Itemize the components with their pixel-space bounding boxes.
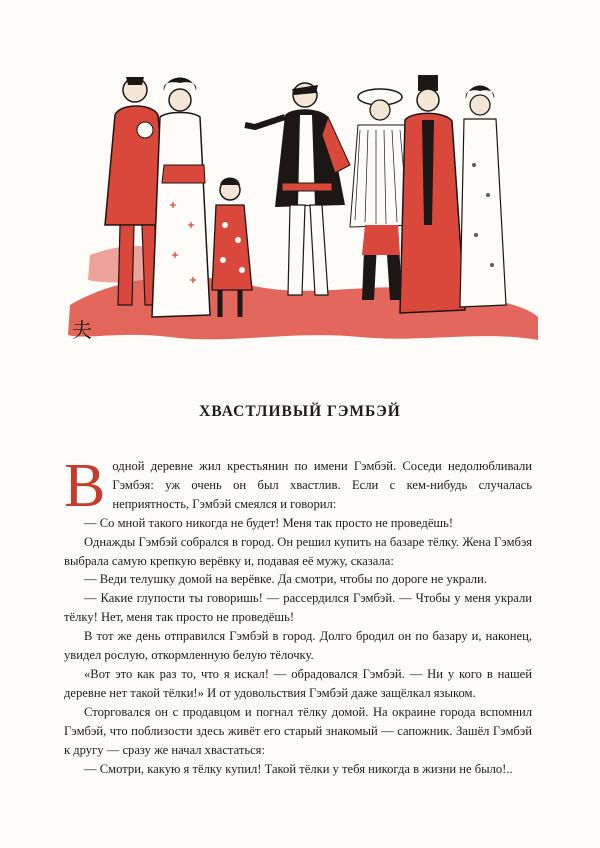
paragraph: «Вот это как раз то, что я искал! — обрадовался Гэмбэй. — Ни у кого в нашей деревне нет такой тёлки!» И от удовольствия Гэмбэй даже защёлкал языком. bbox=[64, 666, 532, 700]
paragraph: В тот же день отправился Гэмбэй в город. Долго бродил он по базару и, наконец, увидел рослую, откормленную белую тёлочку. bbox=[64, 629, 532, 663]
paragraph: Сторговался он с продавцом и погнал тёлку домой. На окраине города вспомнил Гэмбэй, что поблизости здесь живёт его старый знакомый — сапожник. Зашёл Гэмбэй к другу — сразу же начал хвастаться: bbox=[64, 704, 532, 757]
official-figure bbox=[400, 75, 465, 313]
paragraph: — Веди телушку домой на верёвке. Да смотри, чтобы по дороге не украли. bbox=[84, 572, 487, 587]
paragraph: Однажды Гэмбэй собрался в город. Он решил купить на базаре тёлку. Жена Гэмбэя выбрала самую крепкую верёвку и, подавая её мужу, сказала: bbox=[64, 534, 532, 568]
villagers-illustration bbox=[60, 55, 540, 355]
paragraph: — Смотри, какую я тёлку купил! Такой тёлки у тебя никогда в жизни не было!.. bbox=[84, 761, 513, 776]
story-text bbox=[64, 452, 532, 778]
paragraph: — Со мной такого никогда не будет! Меня так просто не проведёшь! bbox=[84, 515, 454, 530]
paragraph: В одной деревне жил крестьянин по имени Гэмбэй. Соседи недолюбливали Гэмбэя: уж очень он был хвастлив. Если с кем-нибудь случалась неприятность, Гэмбэй смеялся и говорил: bbox=[64, 452, 532, 520]
lady-figure bbox=[460, 86, 506, 308]
drop-cap: В bbox=[64, 452, 106, 520]
story-title: ХВАСТЛИВЫЙ ГЭМБЭЙ bbox=[199, 403, 401, 420]
paragraph: — Какие глупости ты говоришь! — рассердился Гэмбэй. — Чтобы у меня украли тёлку! Нет, меня так просто не проведёшь! bbox=[64, 591, 532, 625]
woman-figure bbox=[152, 78, 210, 318]
artist-signature-glyph: 夫 bbox=[72, 318, 92, 342]
gembei-figure bbox=[245, 83, 350, 295]
